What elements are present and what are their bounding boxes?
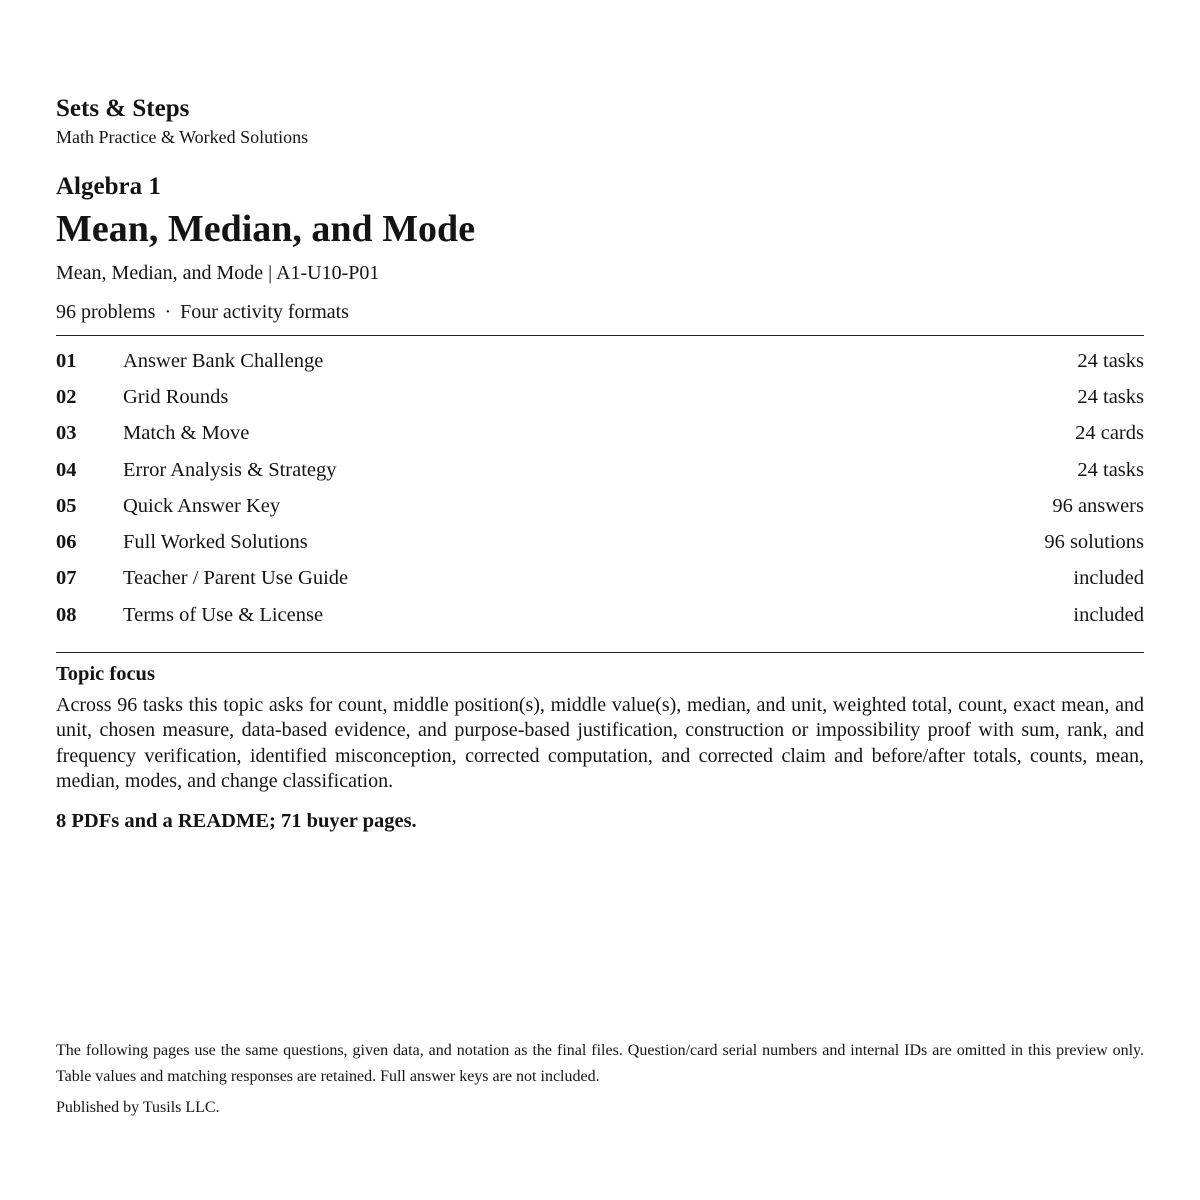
contents-row-label: Teacher / Parent Use Guide [123,567,349,590]
contents-top-rule [56,335,1144,336]
topic-focus-heading: Topic focus [56,663,155,685]
contents-row [56,488,1144,524]
package-summary: 8 PDFs and a README; 71 buyer pages. [56,810,417,832]
preview-note: The following pages use the same questions, given data, and notation as the final files. Question/card serial numbers and internal IDs are omitted in this preview only. Table values and matching responses are retained. Full answer keys are not included. [56,1042,1144,1085]
page-title: Mean, Median, and Mode [56,208,476,250]
contents-row-count: included [1073,567,1144,590]
contents-row [56,379,1144,415]
contents-row-count: 24 cards [1075,422,1144,445]
problem-count: 96 problems [56,301,156,323]
contents-row-count: 24 tasks [1077,385,1144,408]
contents-row-count: included [1073,603,1144,626]
contents-bottom-rule [56,652,1144,653]
contents-row-number: 04 [56,458,77,481]
contents-row [56,561,1144,597]
contents-row-number: 05 [56,494,77,517]
contents-row-count: 24 tasks [1077,458,1144,481]
topic-focus-text: Across 96 tasks this topic asks for count, middle position(s), middle value(s), median, and unit, weighted total, count, exact mean, and unit, chosen measure, data-based evidence, and purpose-based justification, construction or impossibility proof with sum, rank, and frequency verification, identified misconception, corrected computation, and corrected claim and before/after totals, counts, mean, median, modes, and change classification. [56,694,1144,792]
meta-separator: · [164,301,172,323]
product-code-line: Mean, Median, and Mode | A1-U10-P01 [56,262,380,284]
product-meta-line [56,300,349,324]
contents-row-label: Quick Answer Key [123,494,281,517]
contents-row [56,524,1144,560]
contents-row-number: 07 [56,567,77,590]
publisher-line: Published by Tusils LLC. [56,1099,220,1116]
contents-row-label: Full Worked Solutions [123,531,308,554]
contents-row-number: 03 [56,422,77,445]
contents-row-number: 06 [56,531,77,554]
contents-row [56,416,1144,452]
contents-row [56,343,1144,379]
contents-row-count: 96 answers [1052,494,1144,517]
course-name: Algebra 1 [56,173,161,200]
contents-list [56,343,1144,633]
brand-tagline: Math Practice & Worked Solutions [56,127,309,147]
contents-row-label: Match & Move [123,422,250,445]
brand-name: Sets & Steps [56,95,190,122]
contents-row-label: Answer Bank Challenge [123,349,324,372]
contents-row [56,597,1144,633]
contents-row-count: 24 tasks [1077,349,1144,372]
contents-row-number: 02 [56,385,77,408]
contents-row-number: 01 [56,349,77,372]
contents-row-label: Error Analysis & Strategy [123,458,337,481]
contents-row-count: 96 solutions [1044,531,1144,554]
contents-row-label: Grid Rounds [123,385,229,408]
preview-page [56,0,1144,1200]
contents-row-number: 08 [56,603,77,626]
activity-formats: Four activity formats [180,301,349,323]
contents-row-label: Terms of Use & License [123,603,324,626]
contents-row [56,452,1144,488]
